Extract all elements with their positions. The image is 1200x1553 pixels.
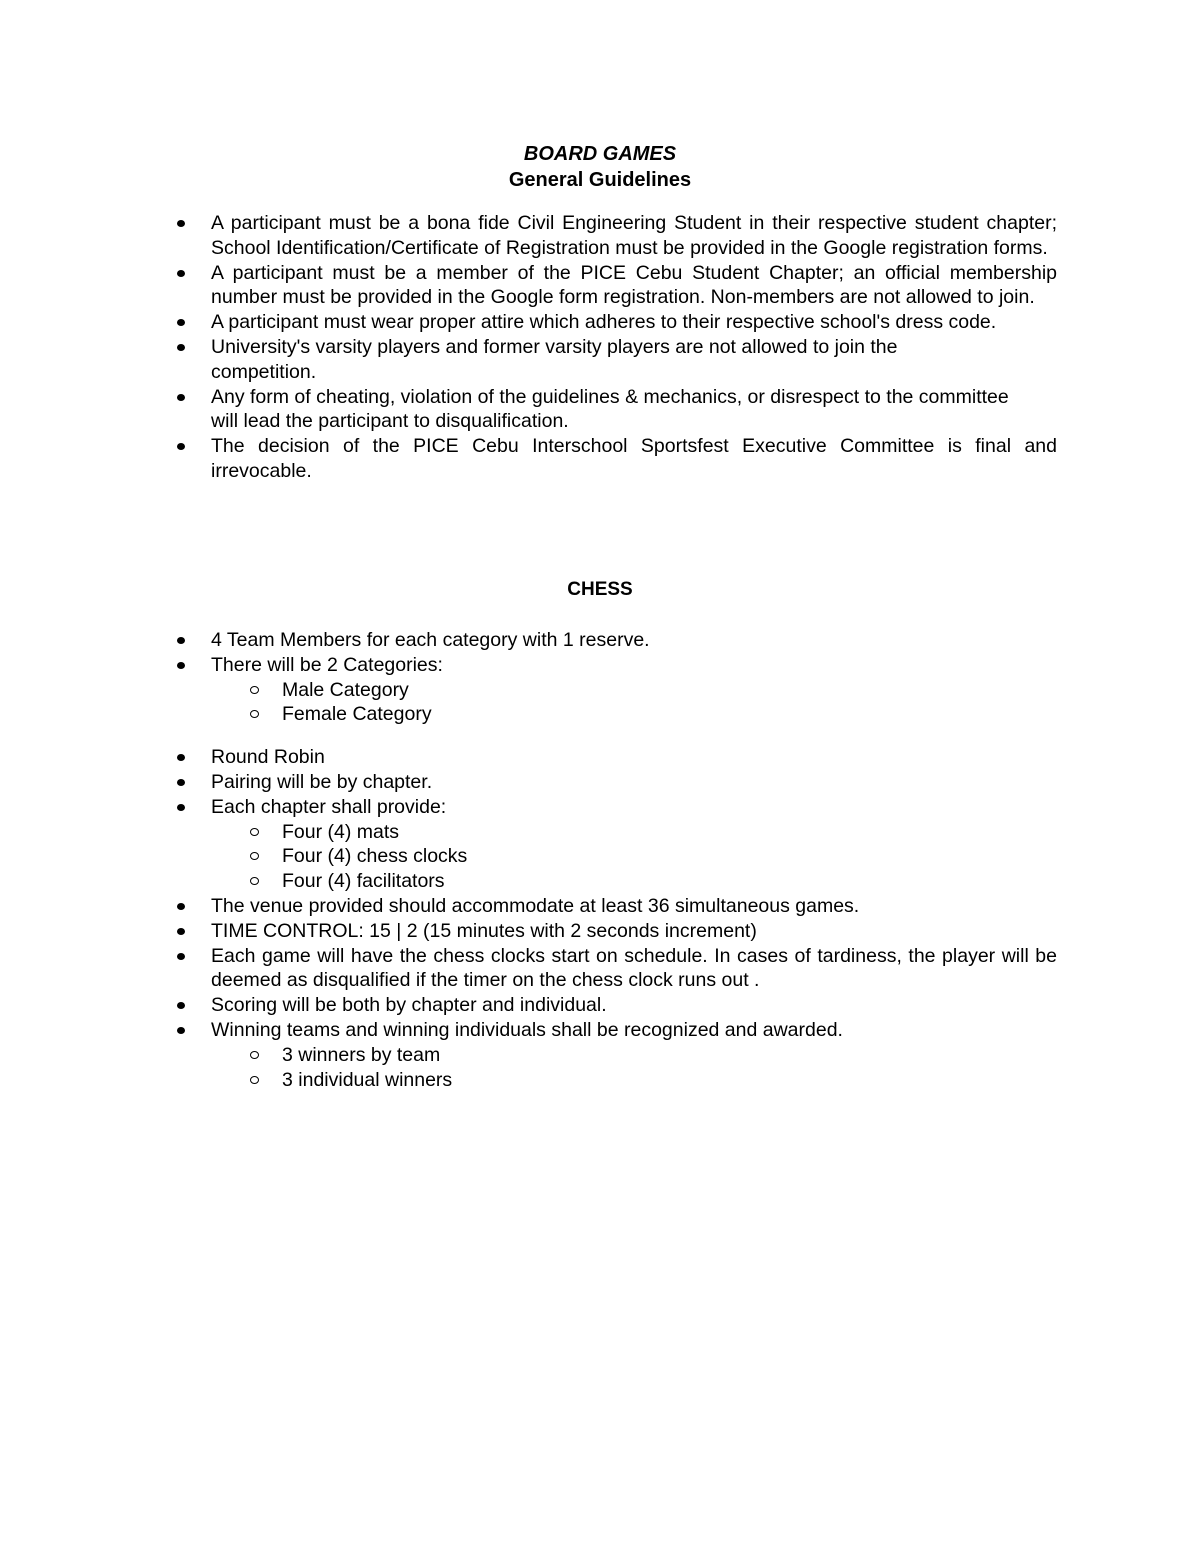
sub-list-item: Male Category: [282, 678, 982, 703]
list-item: TIME CONTROL: 15 | 2 (15 minutes with 2 seconds increment): [211, 919, 1057, 944]
list-item: A participant must be a member of the PICE Cebu Student Chapter; an official membership number must be provided in the Google form registration. Non-members are not allowed to join.: [211, 261, 1057, 311]
sub-list-item: 3 individual winners: [282, 1068, 982, 1093]
list-item: The decision of the PICE Cebu Interschool Sportsfest Executive Committee is final and irrevocable.: [211, 434, 1057, 484]
list-item: Each chapter shall provide:: [211, 795, 1057, 820]
bullet-icon: [177, 344, 185, 351]
bullet-icon: [177, 1002, 185, 1009]
circle-bullet-icon: [250, 686, 259, 694]
bullet-icon: [177, 220, 185, 227]
circle-bullet-icon: [250, 1076, 259, 1084]
circle-bullet-icon: [250, 852, 259, 860]
chess-rules-list: [0, 628, 1200, 1092]
circle-bullet-icon: [250, 877, 259, 885]
list-item: Scoring will be both by chapter and individual.: [211, 993, 1057, 1018]
bullet-icon: [177, 804, 185, 811]
sub-list-item: Four (4) facilitators: [282, 869, 982, 894]
circle-bullet-icon: [250, 828, 259, 836]
bullet-icon: [177, 443, 185, 450]
bullet-icon: [177, 779, 185, 786]
circle-bullet-icon: [250, 710, 259, 718]
list-item: University's varsity players and former varsity players are not allowed to join the competition.: [211, 335, 991, 385]
list-item: Winning teams and winning individuals shall be recognized and awarded.: [211, 1018, 1057, 1043]
sub-list-item: 3 winners by team: [282, 1043, 982, 1068]
list-item: Each game will have the chess clocks start on schedule. In cases of tardiness, the player will be deemed as disqualified if the timer on the chess clock runs out .: [211, 944, 1057, 994]
list-item: A participant must wear proper attire which adheres to their respective school's dress code.: [211, 310, 1041, 335]
bullet-icon: [177, 1027, 185, 1034]
list-item: 4 Team Members for each category with 1 reserve.: [211, 628, 1057, 653]
sub-list-item: Female Category: [282, 702, 982, 727]
document-title: BOARD GAMES: [523, 143, 677, 165]
bullet-icon: [177, 903, 185, 910]
sub-list-item: Four (4) mats: [282, 820, 982, 845]
circle-bullet-icon: [250, 1051, 259, 1059]
bullet-icon: [177, 754, 185, 761]
list-item: The venue provided should accommodate at least 36 simultaneous games.: [211, 894, 1057, 919]
bullet-icon: [177, 637, 185, 644]
bullet-icon: [177, 394, 185, 401]
list-item: Any form of cheating, violation of the guidelines & mechanics, or disrespect to the committee will lead the participant to disqualification.: [211, 385, 1011, 435]
list-item: Round Robin: [211, 745, 1057, 770]
general-guidelines-list: [0, 211, 1200, 484]
section-heading-chess: CHESS: [567, 579, 633, 600]
list-item: Pairing will be by chapter.: [211, 770, 1057, 795]
sub-list-item: Four (4) chess clocks: [282, 844, 982, 869]
bullet-icon: [177, 662, 185, 669]
list-item: There will be 2 Categories:: [211, 653, 1057, 678]
bullet-icon: [177, 270, 185, 277]
bullet-icon: [177, 928, 185, 935]
bullet-icon: [177, 319, 185, 326]
section-heading-general-guidelines: General Guidelines: [508, 169, 692, 191]
bullet-icon: [177, 953, 185, 960]
list-item: A participant must be a bona fide Civil Engineering Student in their respective student chapter; School Identification/Certificate of Registration must be provided in the Google registration forms.: [211, 211, 1057, 261]
